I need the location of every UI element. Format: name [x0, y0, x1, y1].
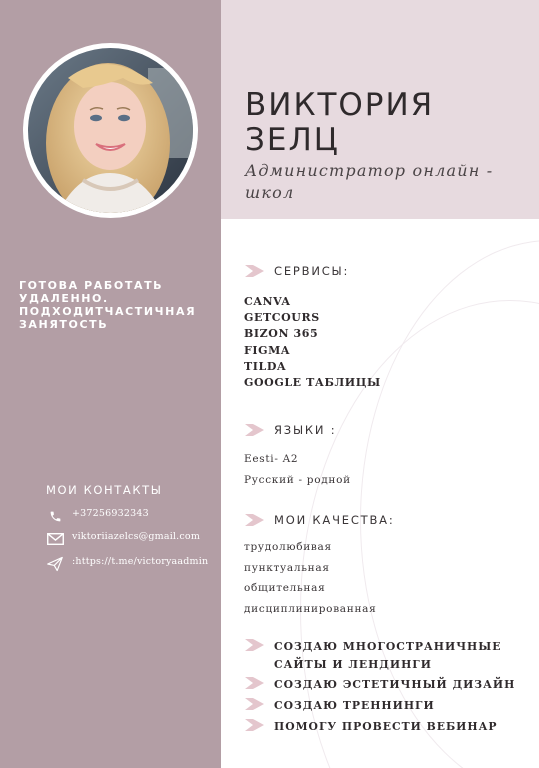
service-item: GOOGLE ТАБЛИЦЫ	[244, 376, 381, 390]
qualities-title: МОИ КАЧЕСТВА:	[274, 513, 395, 527]
name-line-1: ВИКТОРИЯ	[245, 87, 435, 123]
language-item: Eesti- A2	[244, 453, 299, 465]
skill-text: СОЗДАЮ ТРЕННИНГИ	[274, 699, 435, 712]
send-icon	[45, 556, 65, 572]
person-name	[245, 88, 535, 158]
contact-email[interactable]	[45, 531, 218, 547]
languages-title: ЯЗЫКИ :	[274, 423, 337, 437]
job-title: Администратор онлайн - школ	[245, 161, 494, 202]
skill-item	[245, 676, 515, 694]
language-item: Русский - родной	[244, 474, 351, 486]
skill-item	[245, 718, 498, 736]
skill-text: СОЗДАЮ МНОГОСТРАНИЧНЫЕ САЙТЫ И ЛЕНДИНГИ	[274, 640, 502, 671]
contact-telegram[interactable]	[45, 556, 218, 572]
qualities-heading	[245, 513, 395, 527]
chevron-right-icon	[245, 265, 264, 277]
telegram-link: :https://t.me/victoryaadmin	[72, 556, 209, 567]
services-heading	[245, 264, 349, 278]
chevron-right-icon	[245, 514, 264, 526]
profile-photo	[23, 43, 198, 218]
skill-text: ПОМОГУ ПРОВЕСТИ ВЕБИНАР	[274, 720, 498, 733]
languages-list	[244, 449, 351, 491]
quality-item: дисциплинированная	[244, 603, 377, 616]
quality-item: трудолюбивая	[244, 541, 332, 553]
name-line-2: ЗЕЛЦ	[245, 122, 340, 158]
contacts-title: МОИ КОНТАКТЫ	[46, 483, 163, 497]
qualities-list	[244, 537, 376, 620]
languages-heading	[245, 423, 336, 437]
phone-icon	[45, 508, 65, 524]
service-item: FIGMA	[244, 343, 291, 357]
skill-item	[245, 697, 435, 715]
chevron-right-icon	[245, 677, 264, 689]
email-address: viktoriiazelcs@gmail.com	[72, 531, 201, 542]
quality-item: общительная	[244, 582, 326, 595]
service-item: GETCOURS	[244, 311, 320, 325]
phone-number: +37256932343	[72, 508, 149, 519]
skill-item	[245, 638, 515, 674]
skill-text: СОЗДАЮ ЭСТЕТИЧНЫЙ ДИЗАЙН	[274, 678, 516, 691]
chevron-right-icon	[245, 698, 264, 710]
contact-phone[interactable]	[45, 508, 218, 524]
chevron-right-icon	[245, 719, 264, 731]
service-item: CANVA	[244, 295, 291, 308]
services-list	[244, 294, 381, 391]
chevron-right-icon	[245, 639, 264, 651]
mail-icon	[45, 531, 65, 547]
services-title: СЕРВИСЫ:	[274, 264, 350, 278]
chevron-right-icon	[245, 424, 264, 436]
service-item: TILDA	[244, 359, 287, 373]
quality-item: пунктуальная	[244, 561, 330, 574]
availability-statement: ГОТОВА РАБОТАТЬ УДАЛЕННО. ПОДХОДИТЧАСТИЧНАЯ ЗАНЯТОСТЬ	[19, 279, 197, 331]
portrait-image	[28, 48, 193, 213]
service-item: BIZON 365	[244, 327, 319, 341]
